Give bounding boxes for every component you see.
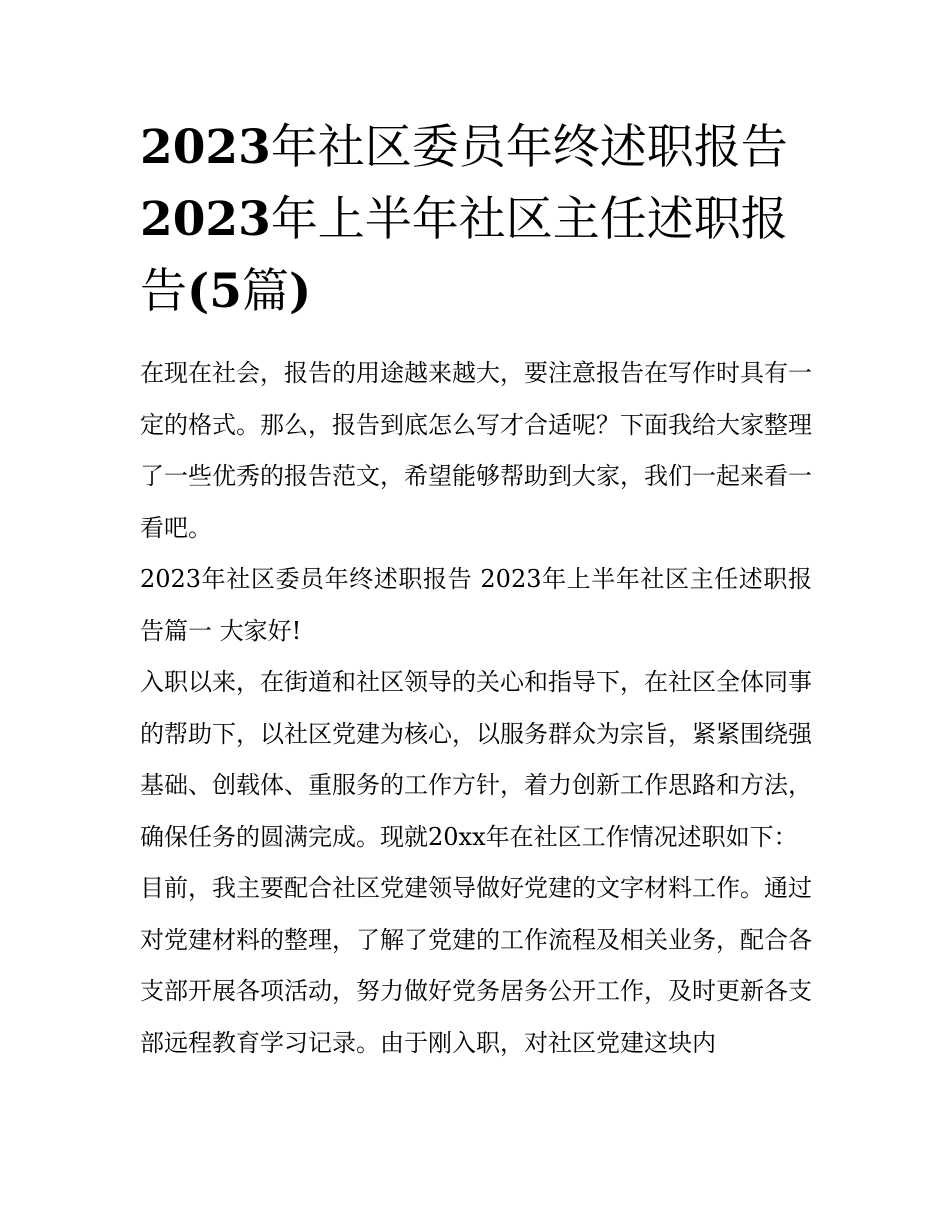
title-year-2: 2023 [140,192,271,247]
document-page [140,112,812,1069]
title-text-1: 年社区委员年终述职报告 [270,120,788,175]
title-count: (5 [187,264,242,319]
title-text-3c: ) [288,264,312,319]
document-body [140,348,812,1069]
title-year-1: 2023 [140,120,271,175]
title-text-3a: 告 [140,264,187,319]
paragraph-heading: 2023年社区委员年终述职报告 2023年上半年社区主任述职报告篇一 大家好! [140,565,812,645]
paragraph-1: 入职以来，在街道和社区领导的关心和指导下，在社区全体同事的帮助下，以社区党建为核心，以服务群众为宗旨，紧紧围绕强基础、创载体、重服务的工作方针，着力创新工作思路和方法，确保任务的圆满完成。现就20xx年在社区工作情况述职如下： [140,668,812,851]
paragraph-2: 目前，我主要配合社区党建领导做好党建的文字材料工作。通过对党建材料的整理，了解了党建的工作流程及相关业务，配合各支部开展各项活动，努力做好党务居务公开工作，及时更新各支部远程教育学习记录。由于刚入职，对社区党建这块内 [140,874,812,1057]
paragraph-intro: 在现在社会，报告的用途越来越大，要注意报告在写作时具有一定的格式。那么，报告到底怎么写才合适呢？下面我给大家整理了一些优秀的报告范文，希望能够帮助到大家，我们一起来看一看吧。 [140,359,812,542]
document-title [140,112,812,328]
title-text-3b: 篇 [241,264,289,319]
title-text-2: 年上半年社区主任述职报 [270,192,788,247]
